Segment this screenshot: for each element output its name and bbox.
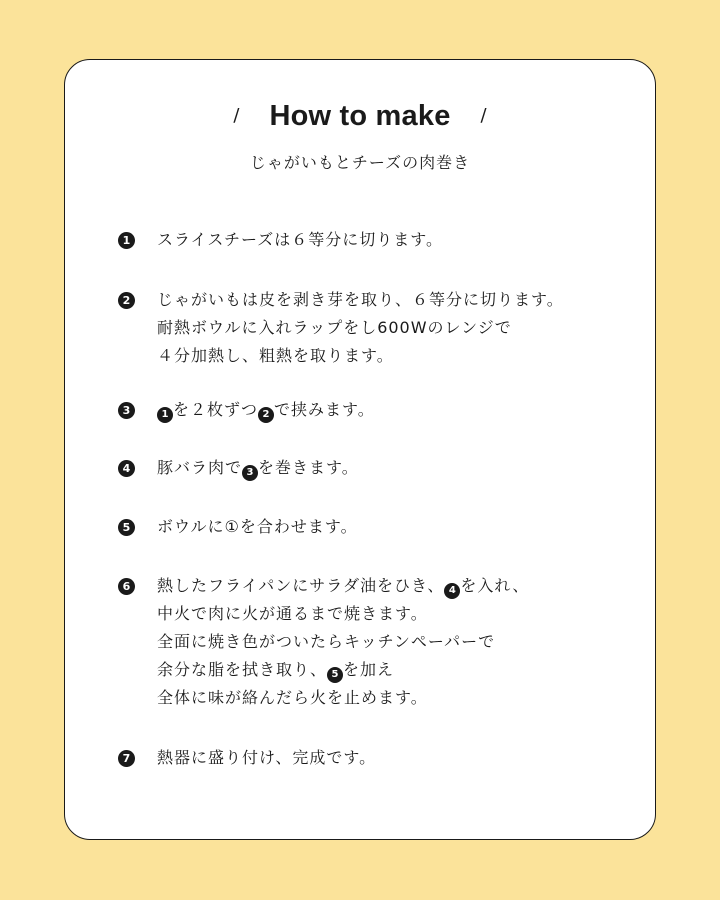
step-1 — [118, 226, 443, 254]
step-number-badge: 1 — [118, 232, 135, 249]
step-line — [157, 572, 529, 600]
step-line: 全体に味が絡んだら火を止めます。 — [157, 688, 428, 707]
step-text-segment: を加え — [343, 660, 395, 679]
step-line: 耐熱ボウルに入れラップをし600Wのレンジで — [157, 318, 512, 337]
step-4 — [118, 454, 359, 482]
step-number-badge: 2 — [118, 292, 135, 309]
step-text-segment: を２枚ずつ — [173, 400, 259, 419]
recipe-subtitle: じゃがいもとチーズの肉巻き — [249, 153, 471, 172]
step-text — [157, 396, 375, 424]
step-text-segment: 豚バラ肉で — [157, 458, 243, 477]
step-line: スライスチーズは６等分に切ります。 — [157, 230, 443, 249]
step-number-badge: 7 — [118, 750, 135, 767]
title-slash-right: / — [480, 104, 487, 126]
step-3 — [118, 396, 375, 424]
page-title: How to make — [269, 99, 451, 132]
step-text — [157, 454, 359, 482]
step-text-segment: 余分な脂を拭き取り、 — [157, 660, 328, 679]
step-5 — [118, 513, 358, 541]
step-2 — [118, 286, 564, 370]
step-ref-badge: 4 — [444, 583, 460, 599]
step-ref-badge: 5 — [327, 667, 343, 683]
step-line: 中火で肉に火が通るまで焼きます。 — [157, 604, 428, 623]
title-row — [0, 96, 720, 136]
step-text — [157, 226, 443, 254]
step-text-segment: を入れ、 — [460, 576, 530, 595]
step-ref-badge: 3 — [242, 465, 258, 481]
step-number-badge: 4 — [118, 460, 135, 477]
step-7 — [118, 744, 376, 772]
step-6 — [118, 572, 529, 712]
step-number-badge: 5 — [118, 519, 135, 536]
step-text — [157, 286, 564, 370]
step-ref-badge: 2 — [258, 407, 274, 423]
recipe-card — [64, 59, 656, 840]
step-number-badge: 6 — [118, 578, 135, 595]
step-ref-badge: 1 — [157, 407, 173, 423]
step-text-segment: を巻きます。 — [258, 458, 359, 477]
step-line — [157, 454, 359, 482]
step-number-badge: 3 — [118, 402, 135, 419]
title-slash-left: / — [233, 104, 240, 126]
step-text-segment: で挟みます。 — [274, 400, 375, 419]
step-line: じゃがいもは皮を剥き芽を取り、６等分に切ります。 — [157, 290, 564, 309]
step-line: ４分加熱し、粗熱を取ります。 — [157, 346, 394, 365]
step-line: 熱器に盛り付け、完成です。 — [157, 748, 377, 767]
step-line — [157, 396, 375, 424]
step-text-segment: 熱したフライパンにサラダ油をひき、 — [157, 576, 445, 595]
step-text — [157, 744, 376, 772]
step-line: 全面に焼き色がついたらキッチンペーパーで — [157, 632, 496, 651]
step-line: ボウルに①を合わせます。 — [157, 517, 358, 536]
step-line — [157, 656, 529, 684]
step-text — [157, 572, 529, 712]
step-text — [157, 513, 358, 541]
